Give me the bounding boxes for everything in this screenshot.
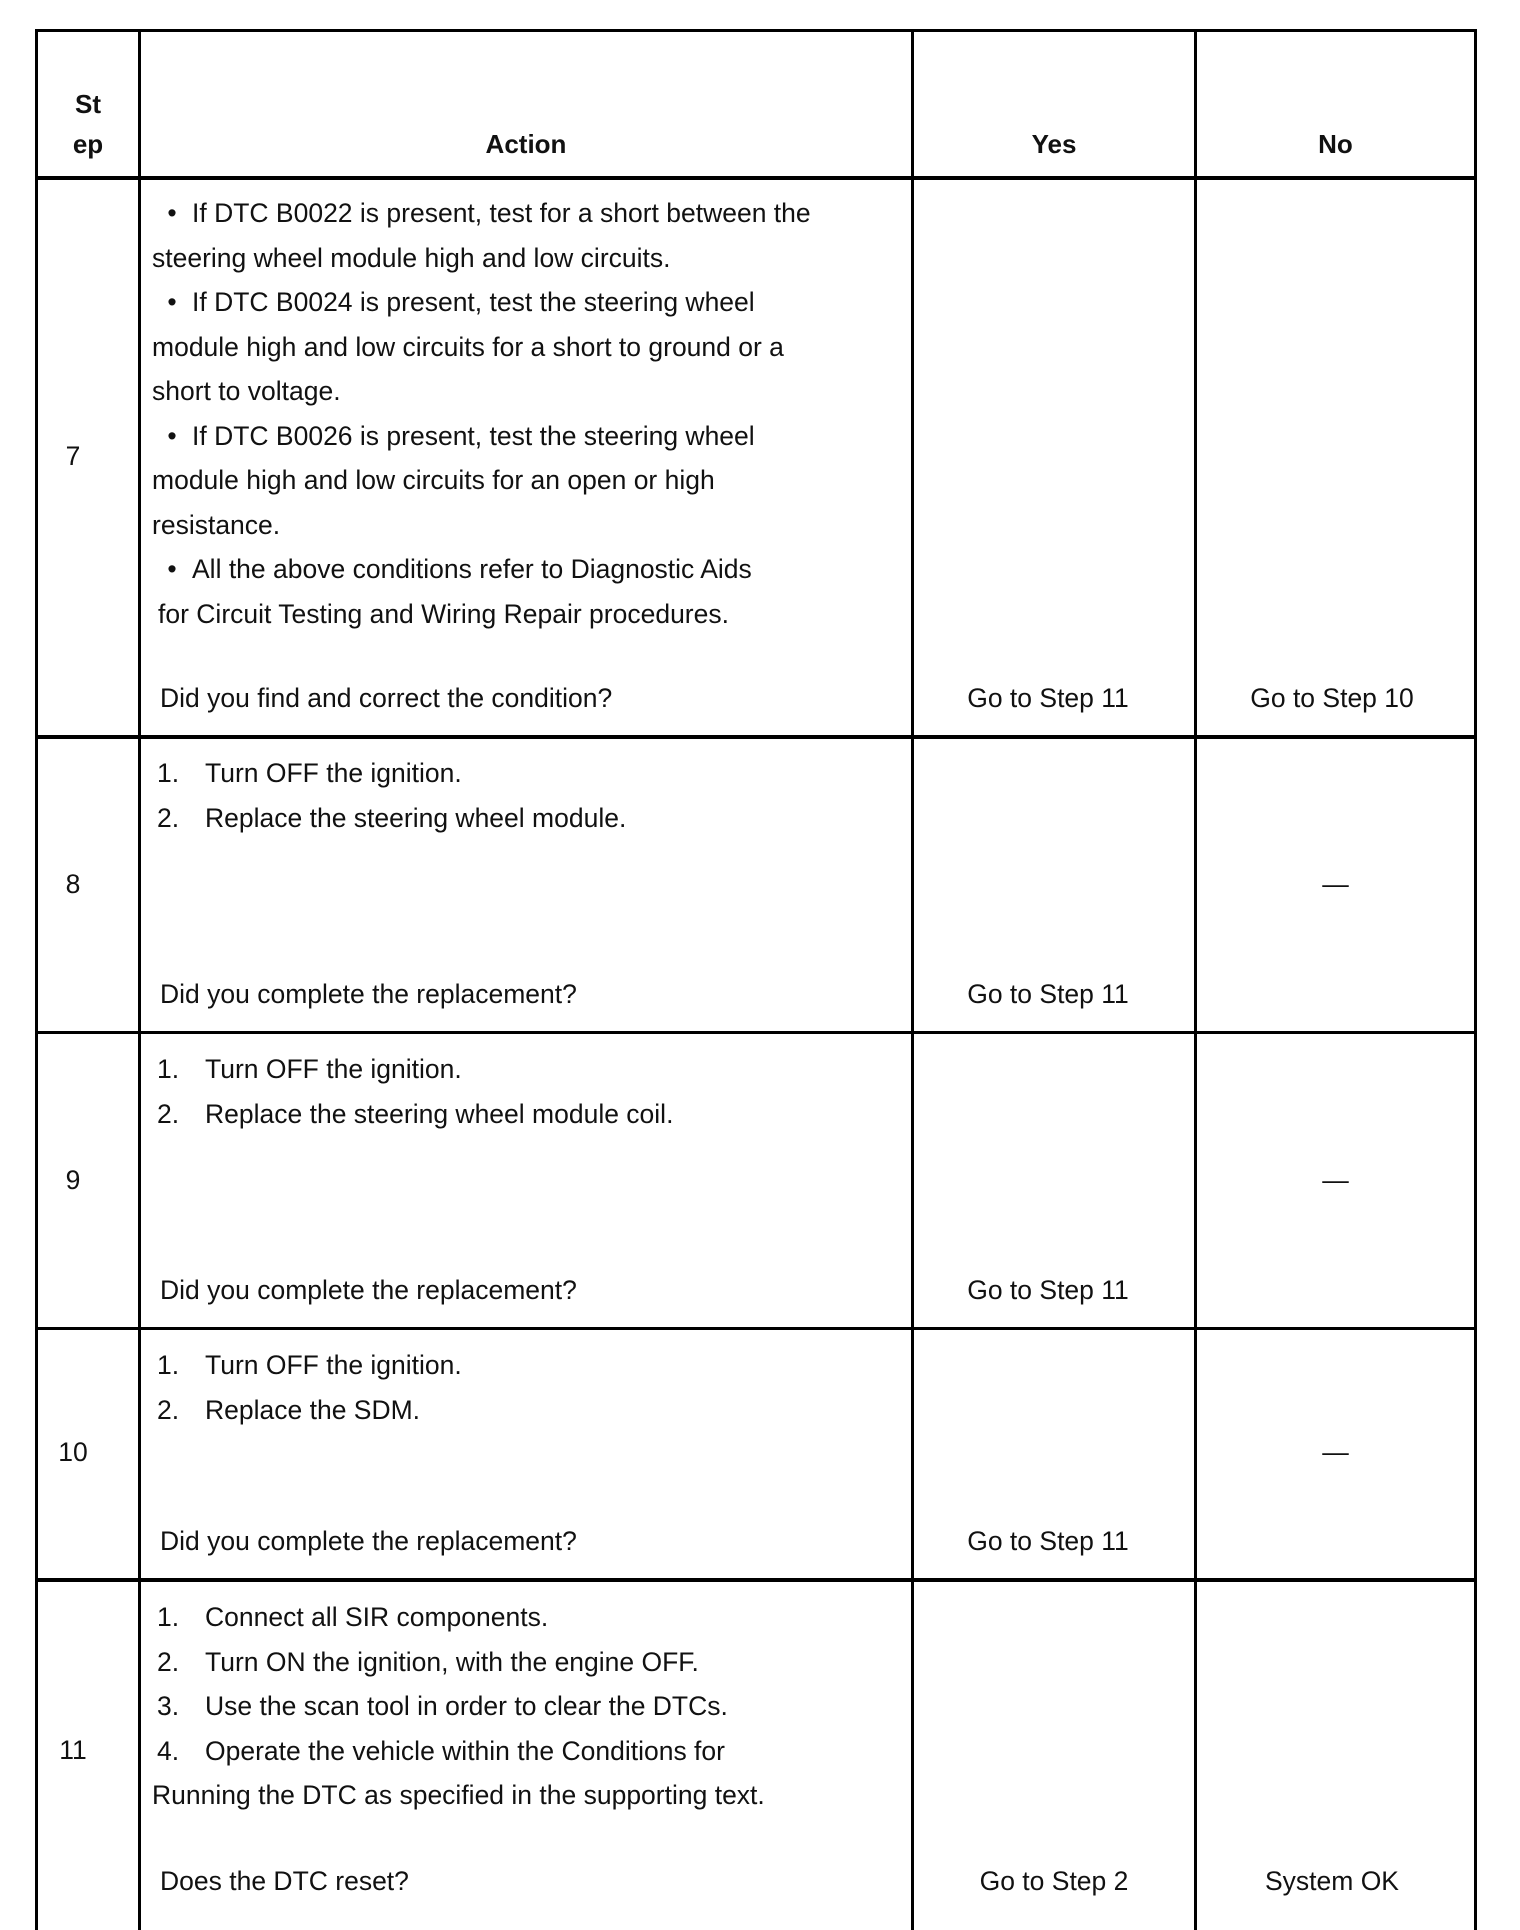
step-question: Does the DTC reset? — [160, 1866, 409, 1896]
yes-result: Go to Step 11 — [967, 683, 1129, 713]
step-8-instructions — [155, 751, 626, 840]
list-item: • If DTC B0022 is present, test for a short between the — [152, 191, 811, 236]
table-border-right — [1474, 29, 1477, 1930]
no-result: — — [1322, 1437, 1349, 1467]
row-divider — [35, 1031, 1477, 1034]
step-7-instructions: • If DTC B0022 is present, test for a short between the steering wheel module high and low circuits. • If DTC B0024 is present, test the steering wheel module high and low circuits for a short to ground or a short to voltage. • If DTC B0026 is present, test the steering wheel module high and low circuits for an open or high resistance. • All the above conditions refer to Diagnostic Aids for Circuit Testing and Wiring Repair procedures. — [152, 191, 811, 636]
header-step — [38, 84, 138, 164]
list-item: 2. Replace the SDM. — [157, 1394, 421, 1425]
step-question: Did you complete the replacement? — [160, 1526, 577, 1556]
step-11-instructions: 1. Connect all SIR components. 2. Turn ON the ignition, with the engine OFF. 3. Use the scan tool in order to clear the DTCs. 4. Operate the vehicle within the Conditions for Running the DTC as specified in the supporting text. — [155, 1595, 765, 1818]
bullet-icon: • — [167, 287, 177, 317]
yes-result: Go to Step 2 — [979, 1866, 1129, 1896]
table-border-left — [35, 29, 38, 1930]
bullet-icon: • — [167, 554, 177, 584]
header-step-line1: St — [75, 89, 101, 119]
list-item: 1. Turn OFF the ignition. — [157, 1054, 462, 1084]
diagnostic-table — [35, 29, 1477, 1930]
list-item: 2. Replace the steering wheel module coil. — [157, 1098, 674, 1129]
step-number: 11 — [59, 1735, 87, 1765]
step-number: 7 — [65, 441, 81, 471]
row-divider — [35, 735, 1477, 739]
step-10-instructions — [155, 1343, 462, 1432]
list-item: 2. Replace the steering wheel module. — [157, 802, 627, 833]
list-item: • If DTC B0026 is present, test the steering wheel — [152, 414, 811, 459]
yes-result: Go to Step 11 — [967, 1275, 1129, 1305]
list-item: • If DTC B0024 is present, test the steering wheel — [152, 280, 811, 325]
column-divider — [1194, 29, 1197, 1930]
bullet-icon: • — [167, 198, 177, 228]
bullet-icon: • — [167, 420, 177, 451]
step-number: 9 — [65, 1165, 81, 1195]
step-question: Did you complete the replacement? — [160, 979, 577, 1009]
yes-result: Go to Step 11 — [967, 979, 1129, 1009]
list-item: 2. Turn ON the ignition, with the engine OFF. — [157, 1646, 699, 1677]
header-yes: Yes — [1031, 129, 1077, 159]
step-number: 10 — [58, 1437, 88, 1467]
list-item: 1. Turn OFF the ignition. — [157, 1350, 462, 1380]
no-result: Go to Step 10 — [1250, 683, 1414, 713]
no-result: — — [1322, 869, 1349, 899]
table-border-top — [35, 29, 1477, 32]
header-divider — [35, 176, 1477, 180]
step-question: Did you complete the replacement? — [160, 1275, 577, 1305]
header-no: No — [1318, 129, 1353, 159]
no-result: — — [1322, 1165, 1349, 1195]
step-number: 8 — [65, 869, 81, 899]
list-item: 1. Turn OFF the ignition. — [157, 758, 462, 788]
list-item: 1. Connect all SIR components. — [157, 1602, 549, 1632]
column-divider — [138, 29, 141, 1930]
no-result: System OK — [1264, 1866, 1399, 1896]
yes-result: Go to Step 11 — [967, 1526, 1129, 1556]
step-9-instructions — [155, 1047, 673, 1136]
list-item: 4. Operate the vehicle within the Conditions for — [157, 1735, 725, 1766]
list-item: 3. Use the scan tool in order to clear the DTCs. — [157, 1691, 728, 1721]
row-divider — [35, 1327, 1477, 1330]
step-question: Did you find and correct the condition? — [160, 683, 613, 713]
header-action: Action — [485, 129, 567, 159]
row-divider — [35, 1578, 1477, 1582]
header-step-line2: ep — [72, 129, 104, 159]
list-item: • All the above conditions refer to Diagnostic Aids — [152, 547, 811, 592]
